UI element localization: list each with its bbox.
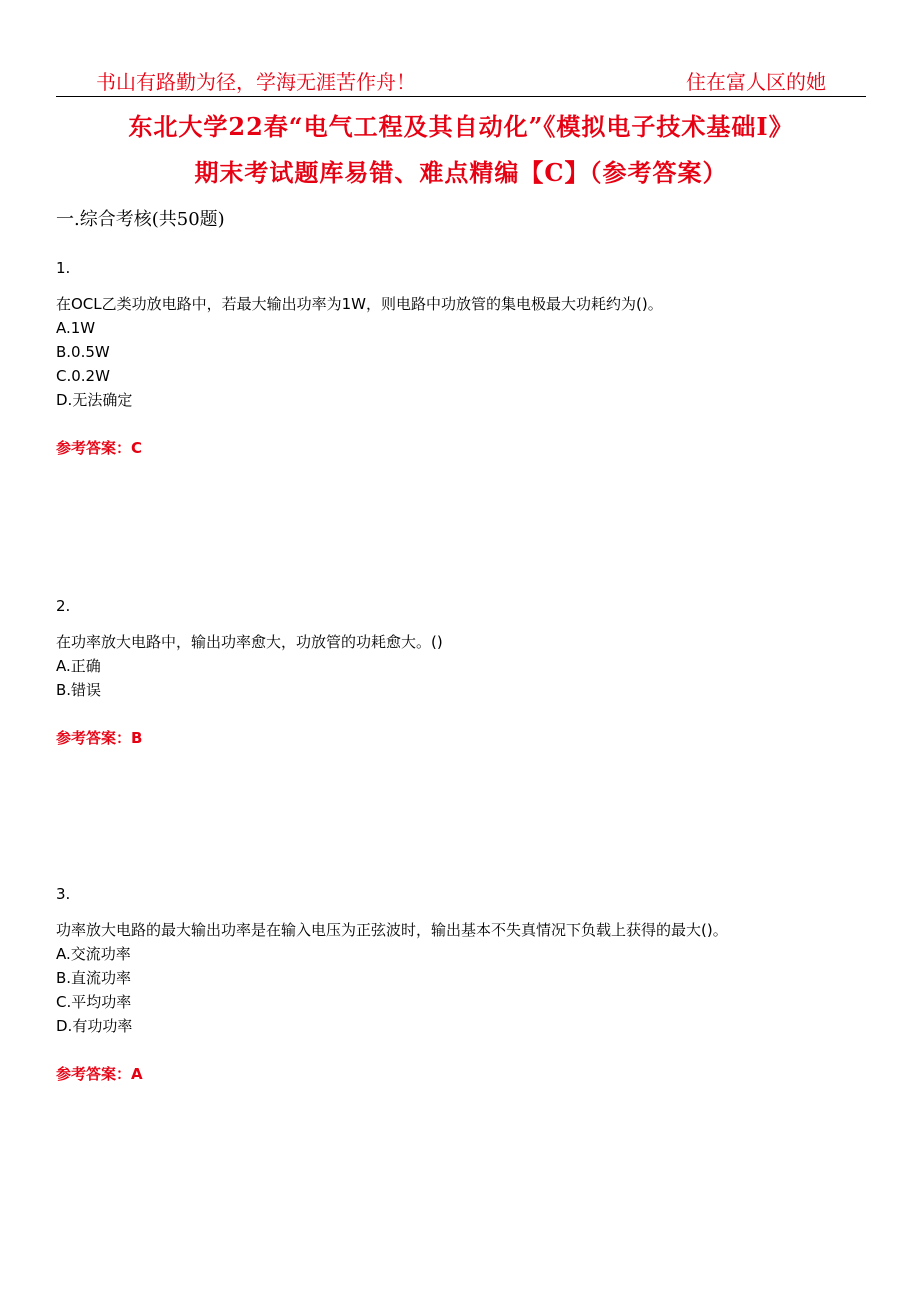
question-number: 3.	[56, 885, 71, 903]
option-c: C.0.2W	[56, 367, 110, 385]
question-stem: 在OCL乙类功放电路中，若最大输出功率为1W，则电路中功放管的集电极最大功耗约为()。	[56, 295, 663, 313]
header-motto: 书山有路勤为径，学海无涯苦作舟！	[96, 70, 416, 94]
option-b: B.错误	[56, 681, 102, 699]
question-number: 2.	[56, 597, 71, 615]
option-c: C.平均功率	[56, 993, 132, 1011]
question-1	[56, 256, 866, 460]
option-a: A.交流功率	[56, 945, 131, 963]
section-heading: 一.综合考核(共50题)	[56, 209, 225, 230]
document-title-line-1: 东北大学22春“电气工程及其自动化”《模拟电子技术基础Ⅰ》	[128, 112, 794, 141]
option-b: B.直流功率	[56, 969, 132, 987]
option-d: D.有功功率	[56, 1017, 133, 1035]
question-stem: 在功率放大电路中，输出功率愈大，功放管的功耗愈大。()	[56, 633, 443, 651]
reference-answer: 参考答案：C	[56, 439, 143, 457]
option-d: D.无法确定	[56, 391, 133, 409]
option-a: A.1W	[56, 319, 96, 337]
question-number: 1.	[56, 259, 71, 277]
question-2	[56, 594, 866, 750]
option-a: A.正确	[56, 657, 101, 675]
reference-answer: 参考答案：B	[56, 729, 143, 747]
reference-answer: 参考答案：A	[56, 1065, 143, 1083]
page-header	[56, 64, 866, 97]
question-stem: 功率放大电路的最大输出功率是在输入电压为正弦波时，输出基本不失真情况下负载上获得的最大()。	[56, 921, 728, 939]
document-title-line-2: 期末考试题库易错、难点精编【C】（参考答案）	[194, 158, 728, 187]
question-3	[56, 882, 866, 1086]
header-author: 住在富人区的她	[686, 70, 826, 94]
option-b: B.0.5W	[56, 343, 110, 361]
